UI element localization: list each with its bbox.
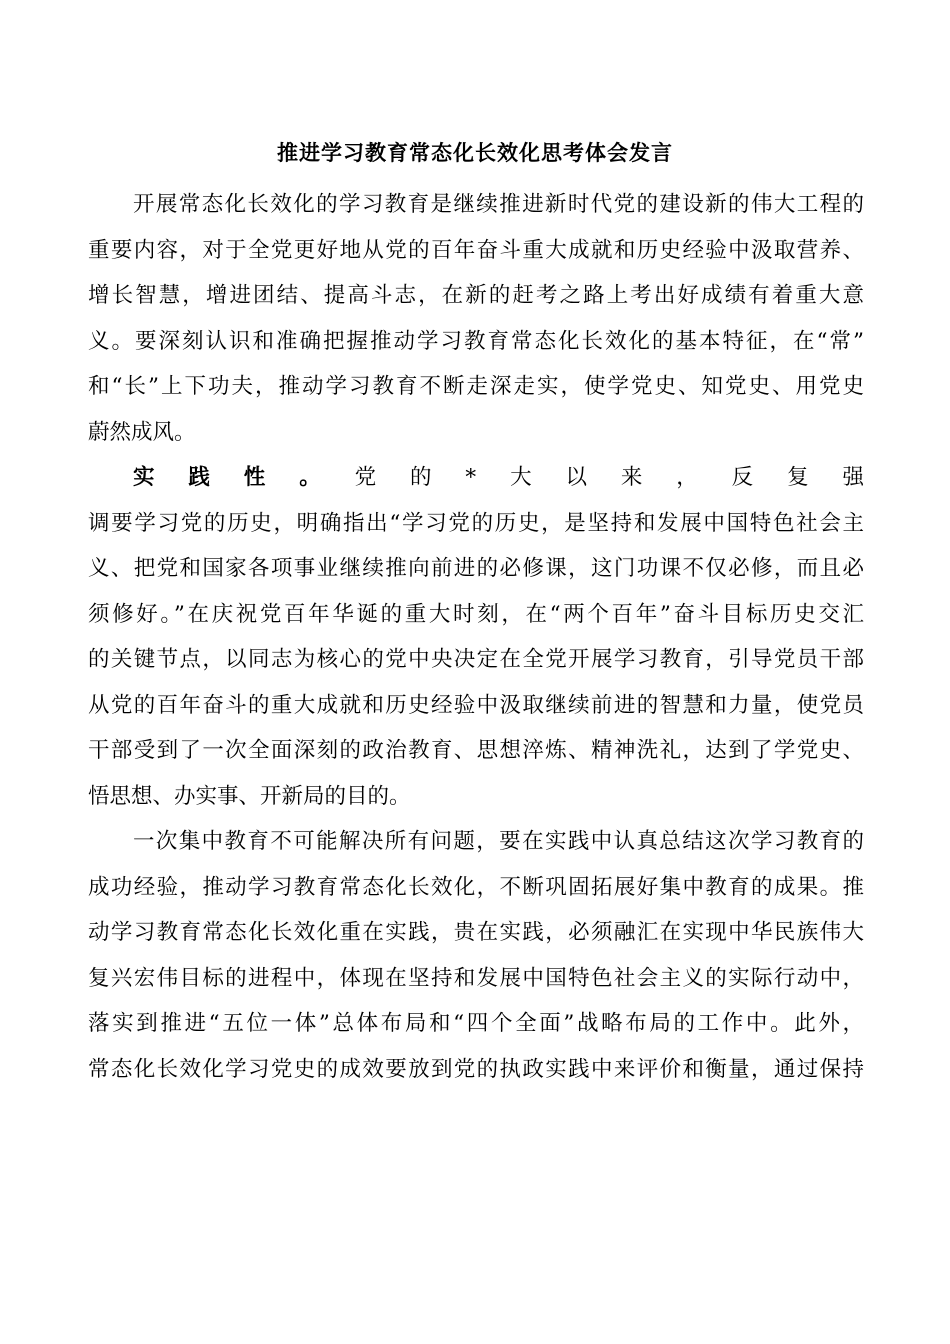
paragraph-3 — [88, 819, 864, 1092]
text-line-rest: 党的*大以来，反复强 — [354, 465, 864, 490]
text-line: 须修好。”在庆祝党百年华诞的重大时刻，在“两个百年”奋斗目标历史交汇 — [88, 601, 864, 627]
paragraph-1 — [88, 182, 864, 455]
paragraph-2 — [88, 455, 864, 819]
text-line: 成功经验，推动学习教育常态化长效化，不断巩固拓展好集中教育的成果。推 — [88, 874, 864, 900]
text-line: 一次集中教育不可能解决所有问题，要在实践中认真总结这次学习教育的 — [133, 829, 864, 854]
document-title: 推进学习教育常态化长效化思考体会发言 — [277, 140, 673, 165]
text-line: 增长智慧，增进团结、提高斗志，在新的赶考之路上考出好成绩有着重大意 — [88, 283, 864, 308]
text-line: 义、把党和国家各项事业继续推向前进的必修课，这门功课不仅必修，而且必 — [88, 556, 864, 581]
text-line: 义。要深刻认识和准确把握推动学习教育常态化长效化的基本特征，在“常” — [88, 328, 864, 354]
text-line: 复兴宏伟目标的进程中，体现在坚持和发展中国特色社会主义的实际行动中， — [88, 965, 864, 991]
document-body — [88, 182, 864, 1092]
text-line: 落实到推进“五位一体”总体布局和“四个全面”战略布局的工作中。此外， — [88, 1011, 864, 1036]
text-line: 开展常态化长效化的学习教育是继续推进新时代党的建设新的伟大工程的 — [133, 192, 864, 217]
text-line: 常态化长效化学习党史的成效要放到党的执政实践中来评价和衡量，通过保持 — [88, 1056, 864, 1082]
text-line: 的关键节点，以同志为核心的党中央决定在全党开展学习教育，引导党员干部 — [88, 647, 864, 672]
text-line: 和“长”上下功夫，推动学习教育不断走深走实，使学党史、知党史、用党史 — [88, 374, 864, 399]
paragraph-lead-heading: 实践性。 — [133, 465, 355, 490]
text-line: 动学习教育常态化长效化重在实践，贵在实践，必须融汇在实现中华民族伟大 — [88, 920, 864, 945]
text-line: 重要内容，对于全党更好地从党的百年奋斗重大成就和历史经验中汲取营养、 — [88, 237, 864, 263]
text-line: 悟思想、办实事、开新局的目的。 — [88, 783, 411, 809]
text-line: 从党的百年奋斗的重大成就和历史经验中汲取继续前进的智慧和力量，使党员 — [88, 692, 864, 718]
text-line: 干部受到了一次全面深刻的政治教育、思想淬炼、精神洗礼，达到了学党史、 — [88, 738, 864, 763]
text-line: 蔚然成风。 — [88, 419, 196, 445]
text-line: 调要学习党的历史，明确指出“学习党的历史，是坚持和发展中国特色社会主 — [88, 510, 864, 536]
text-line — [88, 455, 864, 501]
